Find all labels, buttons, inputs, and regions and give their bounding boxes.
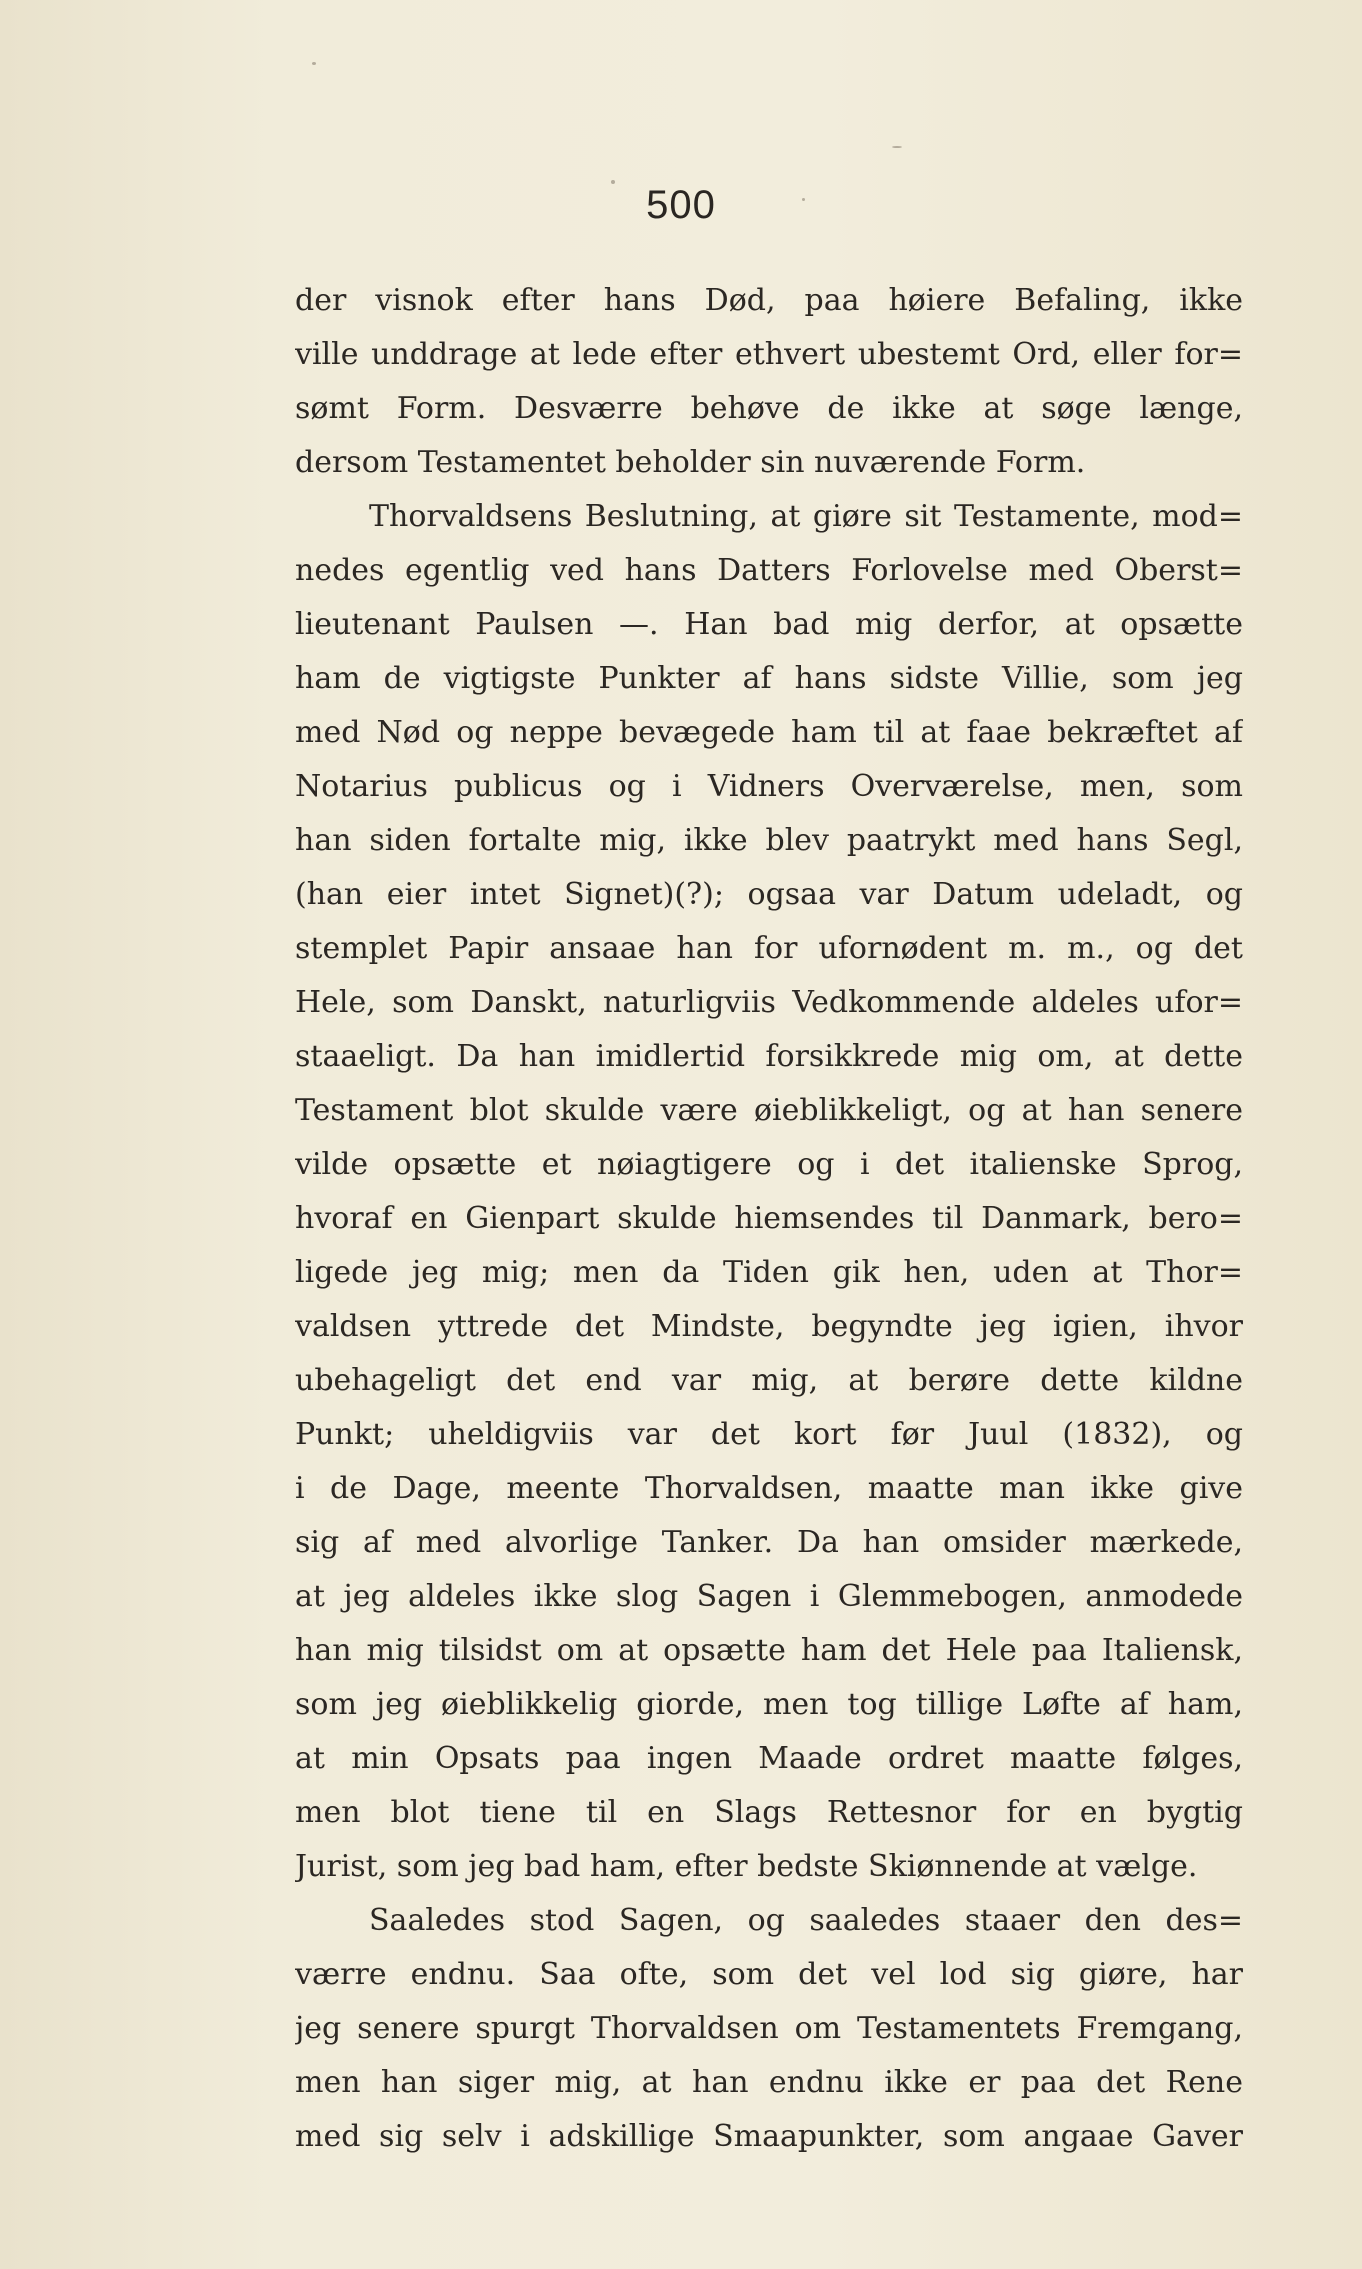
text-line: men blot tiene til en Slags Rettesnor for en bygtig (295, 1795, 1243, 1830)
text-line: men han siger mig, at han endnu ikke er paa det Rene (295, 2065, 1243, 2100)
text-line: med Nød og neppe bevægede ham til at faae bekræftet af (295, 715, 1243, 750)
paper-speck (892, 146, 902, 148)
text-line: ham de vigtigste Punkter af hans sidste Villie, som jeg (295, 661, 1243, 696)
text-line: som jeg øieblikkelig giorde, men tog tillige Løfte af ham, (295, 1687, 1243, 1722)
page-number: 500 (646, 183, 716, 227)
text-line: der visnok efter hans Død, paa høiere Befaling, ikke (295, 283, 1243, 318)
text-line: han siden fortalte mig, ikke blev paatrykt med hans Segl, (295, 823, 1243, 858)
text-line: hvoraf en Gienpart skulde hiemsendes til Danmark, bero= (295, 1201, 1243, 1236)
text-line: ubehageligt det end var mig, at berøre dette kildne (295, 1363, 1243, 1398)
text-line: nedes egentlig ved hans Datters Forlovelse med Oberst= (295, 553, 1243, 588)
text-line: værre endnu. Saa ofte, som det vel lod sig giøre, har (295, 1957, 1243, 1992)
text-line: han mig tilsidst om at opsætte ham det Hele paa Italiensk, (295, 1633, 1243, 1668)
text-line: i de Dage, meente Thorvaldsen, maatte man ikke give (295, 1471, 1243, 1506)
text-line: Hele, som Danskt, naturligviis Vedkommende aldeles ufor= (295, 985, 1243, 1020)
text-line: staaeligt. Da han imidlertid forsikkrede mig om, at dette (295, 1039, 1243, 1074)
text-line: at jeg aldeles ikke slog Sagen i Glemmebogen, anmodede (295, 1579, 1243, 1614)
text-line: (han eier intet Signet)(?); ogsaa var Datum udeladt, og (295, 877, 1243, 912)
text-line: sig af med alvorlige Tanker. Da han omsider mærkede, (295, 1525, 1243, 1560)
text-line: stemplet Papir ansaae han for ufornødent m. m., og det (295, 931, 1243, 966)
text-line: Punkt; uheldigviis var det kort før Juul (1832), og (295, 1417, 1243, 1452)
paragraph-first-line: Thorvaldsens Beslutning, at giøre sit Testamente, mod= (369, 499, 1243, 534)
text-line: Testament blot skulde være øieblikkeligt, og at han senere (295, 1093, 1243, 1128)
paper-speck (312, 62, 316, 65)
paragraph-first-line: Saaledes stod Sagen, og saaledes staaer den des= (369, 1903, 1243, 1938)
body-text (295, 274, 1243, 2164)
text-line: valdsen yttrede det Mindste, begyndte jeg igien, ihvor (295, 1309, 1243, 1344)
text-line: med sig selv i adskillige Smaapunkter, som angaae Gaver (295, 2119, 1243, 2154)
text-line: lieutenant Paulsen —. Han bad mig derfor, at opsætte (295, 607, 1243, 642)
text-line: dersom Testamentet beholder sin nuværende Form. (295, 445, 1086, 480)
text-line: sømt Form. Desværre behøve de ikke at søge længe, (295, 391, 1243, 426)
text-line: jeg senere spurgt Thorvaldsen om Testamentets Fremgang, (295, 2011, 1243, 2046)
text-line: ville unddrage at lede efter ethvert ubestemt Ord, eller for= (295, 337, 1243, 372)
text-line: Jurist, som jeg bad ham, efter bedste Skiønnende at vælge. (295, 1849, 1198, 1884)
text-line: ligede jeg mig; men da Tiden gik hen, uden at Thor= (295, 1255, 1243, 1290)
text-line: vilde opsætte et nøiagtigere og i det italienske Sprog, (295, 1147, 1243, 1182)
text-line: Notarius publicus og i Vidners Overværelse, men, som (295, 769, 1243, 804)
text-line: at min Opsats paa ingen Maade ordret maatte følges, (295, 1741, 1243, 1776)
